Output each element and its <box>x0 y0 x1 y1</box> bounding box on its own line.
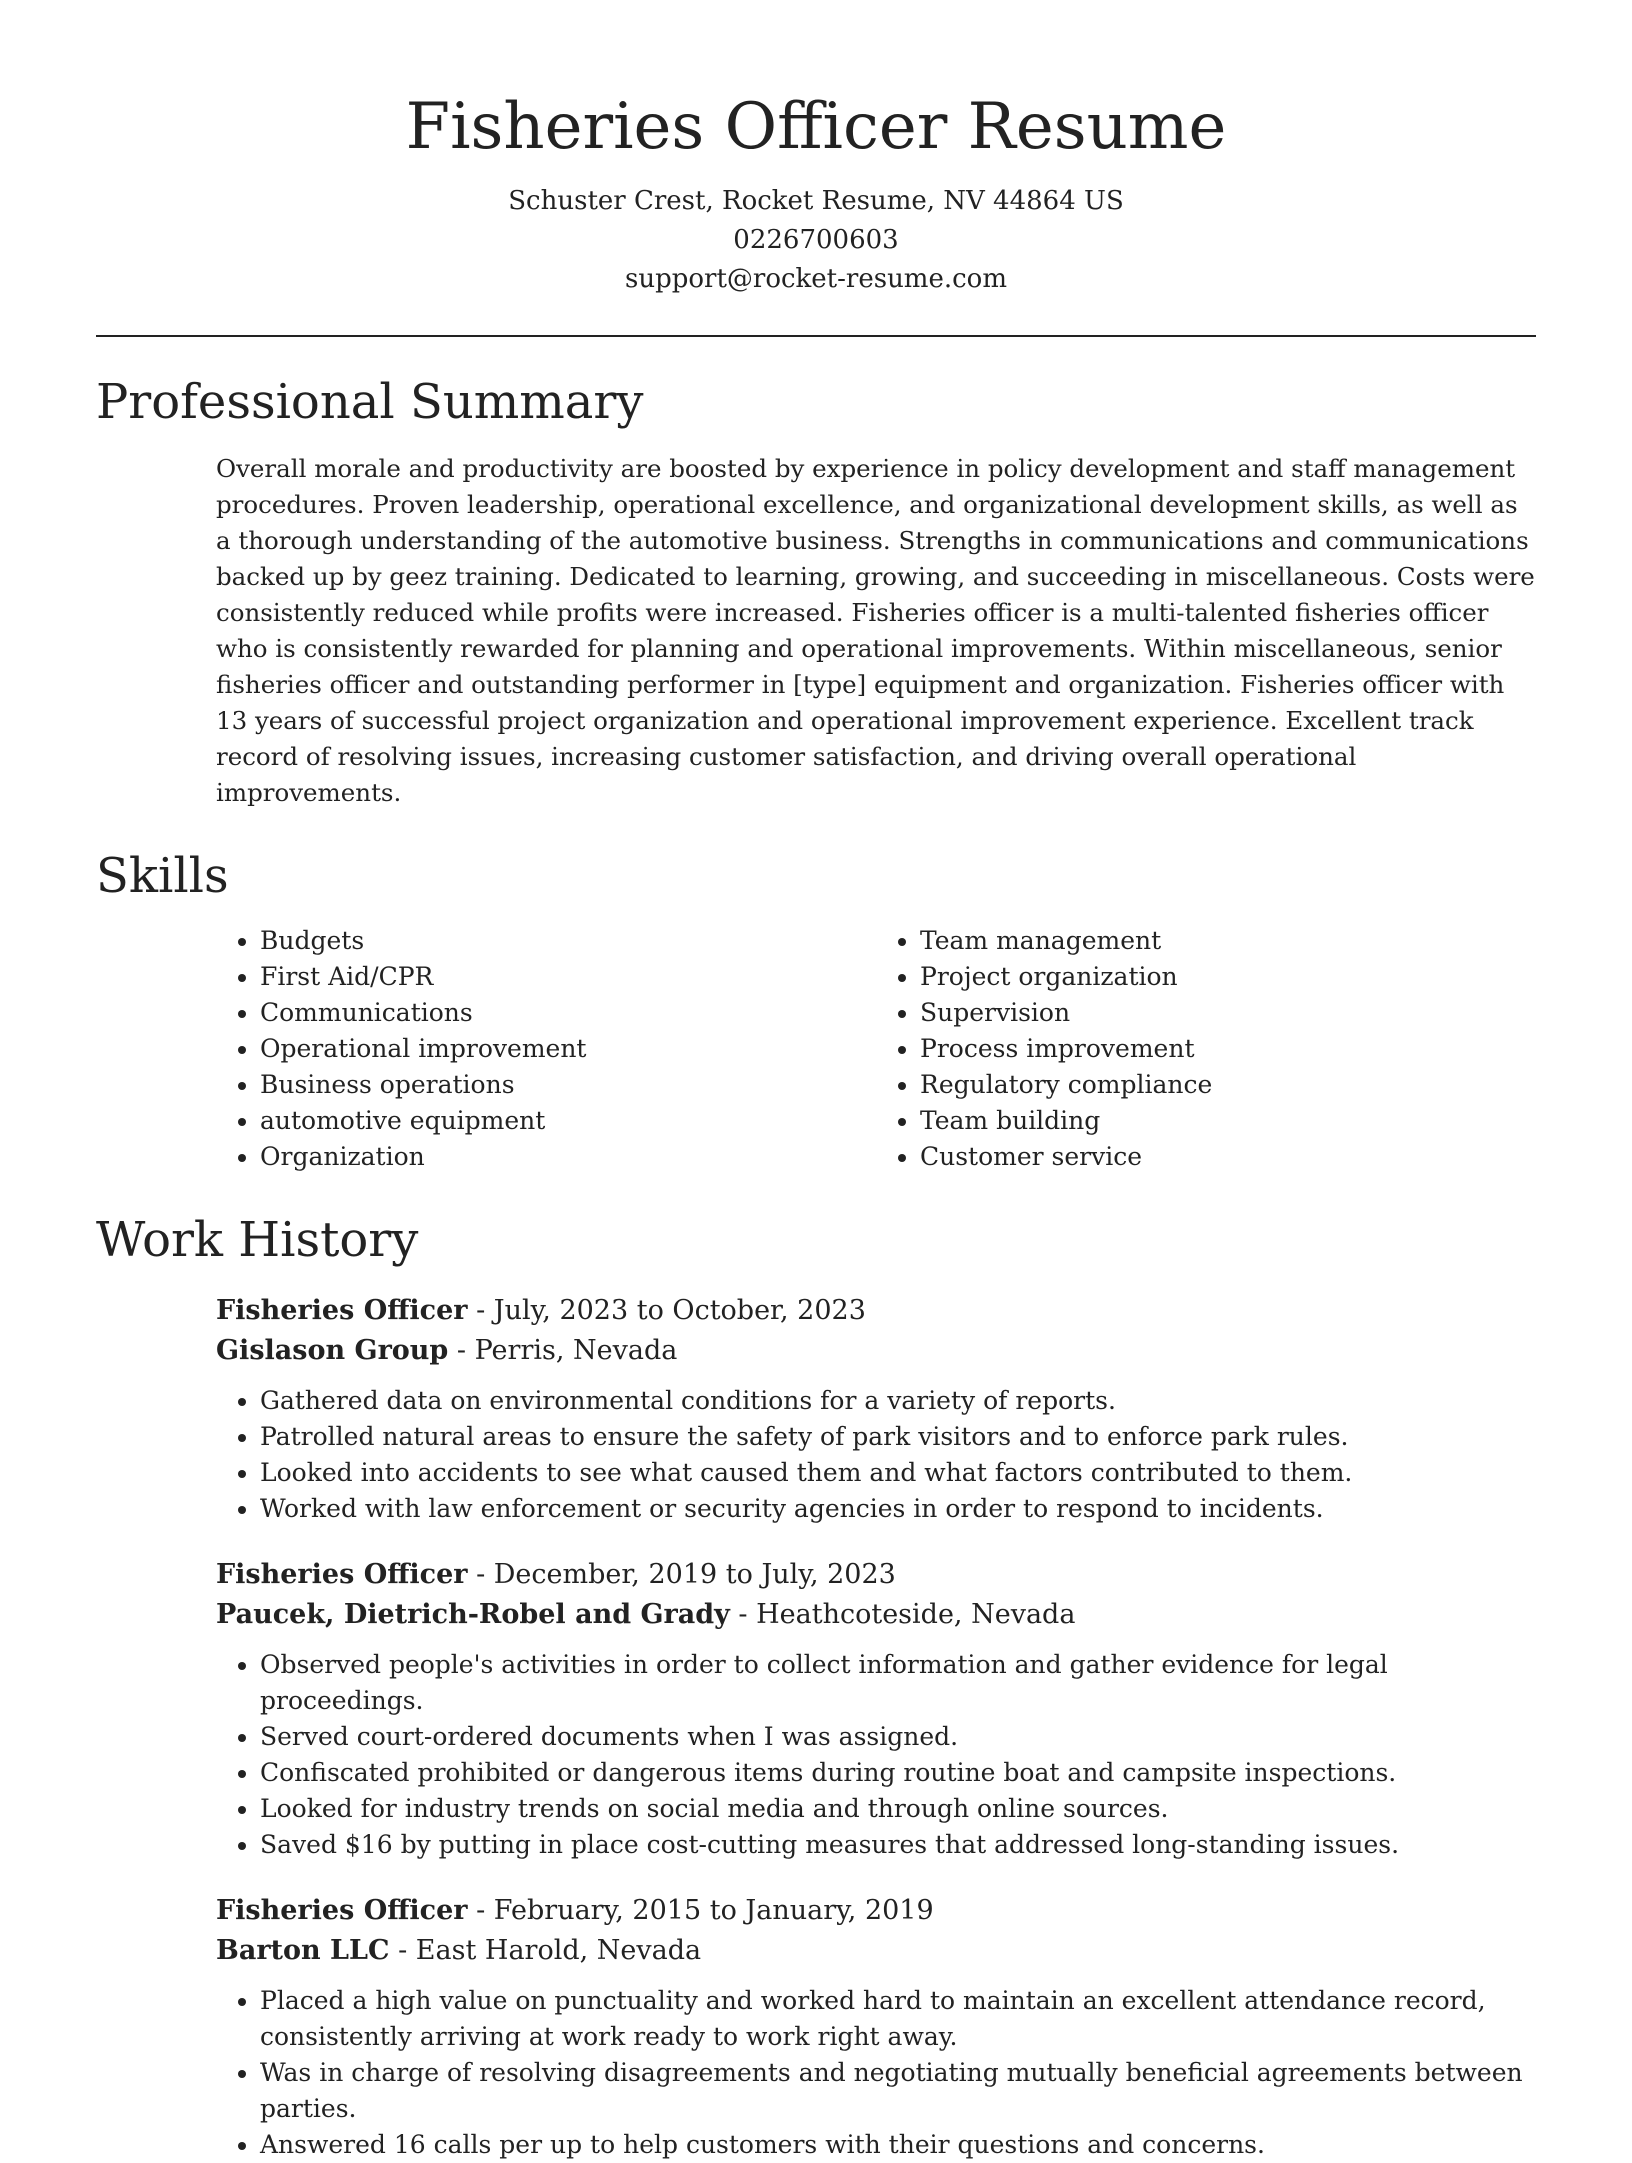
job-company: Paucek, Dietrich-Robel and Grady <box>216 1599 730 1630</box>
skill-item: • Team building <box>920 1103 1536 1139</box>
contact-info <box>96 182 1536 299</box>
skill-item: • Business operations <box>260 1067 876 1103</box>
resume-page <box>96 0 1536 2163</box>
skill-item: • Process improvement <box>920 1031 1536 1067</box>
job-bullets <box>216 1383 1536 1527</box>
job-bullet: • Served court-ordered documents when I was assigned. <box>260 1719 1536 1755</box>
skills-column-right <box>876 923 1536 1175</box>
job-bullet: • Looked for industry trends on social media and through online sources. <box>260 1791 1536 1827</box>
skill-item: • Team management <box>920 923 1536 959</box>
job-bullet: • Worked with law enforcement or security agencies in order to respond to incidents. <box>260 1491 1536 1527</box>
job-bullet: • Looked into accidents to see what caused them and what factors contributed to them. <box>260 1455 1536 1491</box>
address: Schuster Crest, Rocket Resume, NV 44864 US <box>508 186 1124 216</box>
job-bullet: • Confiscated prohibited or dangerous items during routine boat and campsite inspections. <box>260 1755 1536 1791</box>
skill-item: • automotive equipment <box>260 1103 876 1139</box>
job-role: Fisheries Officer <box>216 1559 468 1590</box>
job-role: Fisheries Officer <box>216 1295 468 1326</box>
header-divider <box>96 335 1536 337</box>
job-title-line <box>216 1291 1536 1331</box>
job-bullet: • Gathered data on environmental conditions for a variety of reports. <box>260 1383 1536 1419</box>
skill-item: • Budgets <box>260 923 876 959</box>
summary-heading: Professional Summary <box>96 374 644 430</box>
skill-item: • Organization <box>260 1139 876 1175</box>
job-bullet: • Patrolled natural areas to ensure the safety of park visitors and to enforce park rules. <box>260 1419 1536 1455</box>
skills-column-left <box>216 923 876 1175</box>
email: support@rocket-resume.com <box>624 264 1007 294</box>
skills-list <box>216 923 1536 1175</box>
skill-item: • Supervision <box>920 995 1536 1031</box>
job-dates: - July, 2023 to October, 2023 <box>467 1295 866 1326</box>
job-bullet: • Answered 16 calls per up to help customers with their questions and concerns. <box>260 2127 1536 2163</box>
job-company-line <box>216 1331 1536 1371</box>
job-dates: - December, 2019 to July, 2023 <box>467 1559 896 1590</box>
resume-title: Fisheries Officer Resume <box>405 90 1227 164</box>
skill-item: • Project organization <box>920 959 1536 995</box>
job-location: - East Harold, Nevada <box>389 1935 702 1966</box>
summary-text: Overall morale and productivity are boosted by experience in policy development and staff management procedures. Proven leadership, operational excellence, and organizational development skills, as well as a thorough understanding of the automotive business. Strengths in communications and communications backed up by geez training. Dedicated to learning, growing, and succeeding in miscellaneous. Costs were consistently reduced while profits were increased. Fisheries officer is a multi-talented fisheries officer who is consistently rewarded for planning and operational improvements. Within miscellaneous, senior fisheries officer and outstanding performer in [type] equipment and organization. Fisheries officer with 13 years of successful project organization and operational improvement experience. Excellent track record of resolving issues, increasing customer satisfaction, and driving overall operational improvements. <box>216 454 1535 807</box>
job-bullets <box>216 1647 1536 1863</box>
phone: 0226700603 <box>733 225 899 255</box>
resume-header <box>96 0 1536 299</box>
skills-heading: Skills <box>96 848 229 904</box>
job-entry <box>216 1555 1536 1863</box>
job-title-line <box>216 1555 1536 1595</box>
job-title-line <box>216 1891 1536 1931</box>
job-location: - Heathcoteside, Nevada <box>729 1599 1076 1630</box>
job-bullet: • Was in charge of resolving disagreements and negotiating mutually beneficial agreements between parties. <box>260 2055 1536 2127</box>
job-bullet: • Observed people's activities in order to collect information and gather evidence for legal proceedings. <box>260 1647 1536 1719</box>
job-bullet: • Saved $16 by putting in place cost-cutting measures that addressed long-standing issues. <box>260 1827 1536 1863</box>
skill-item: • First Aid/CPR <box>260 959 876 995</box>
job-company-line <box>216 1931 1536 1971</box>
job-entry <box>216 1291 1536 1527</box>
skill-item: • Operational improvement <box>260 1031 876 1067</box>
job-location: - Perris, Nevada <box>448 1335 678 1366</box>
job-bullets <box>216 1983 1536 2163</box>
job-dates: - February, 2015 to January, 2019 <box>467 1895 934 1926</box>
job-company-line <box>216 1595 1536 1635</box>
job-entry <box>216 1891 1536 2163</box>
work-history-heading: Work History <box>96 1212 419 1268</box>
skill-item: • Customer service <box>920 1139 1536 1175</box>
job-company: Barton LLC <box>216 1935 390 1966</box>
job-bullet: • Placed a high value on punctuality and worked hard to maintain an excellent attendance record, consistently arriving at work ready to work right away. <box>260 1983 1536 2055</box>
skill-item: • Communications <box>260 995 876 1031</box>
skill-item: • Regulatory compliance <box>920 1067 1536 1103</box>
job-company: Gislason Group <box>216 1335 449 1366</box>
job-role: Fisheries Officer <box>216 1895 468 1926</box>
